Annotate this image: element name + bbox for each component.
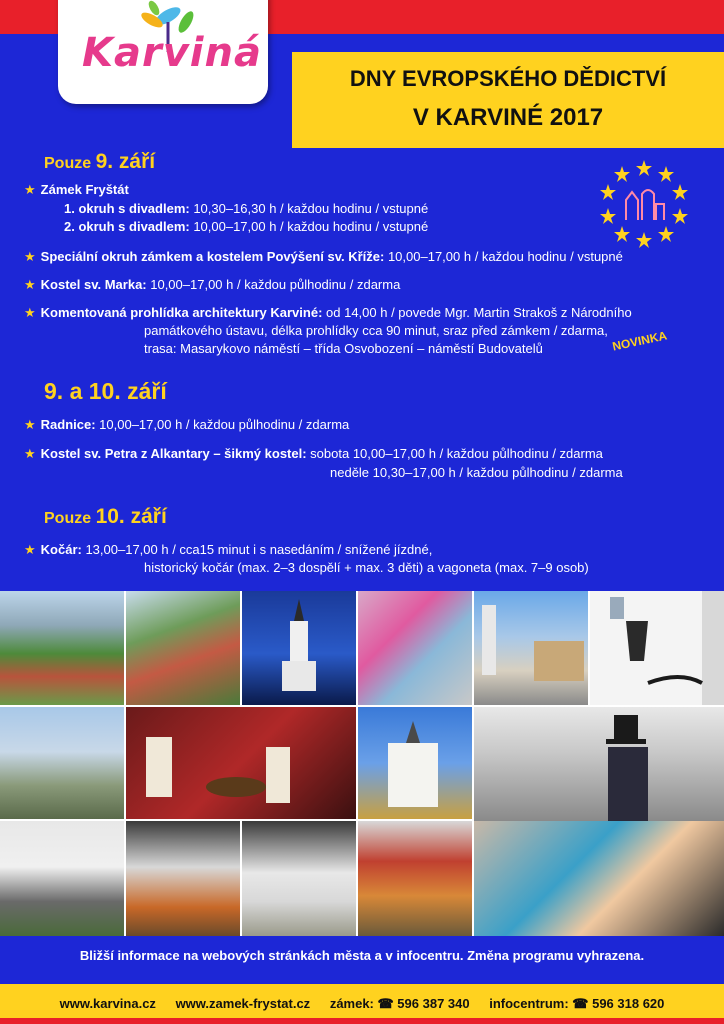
karvina-logo[interactable] <box>58 0 268 104</box>
tower-icon <box>474 591 588 705</box>
komentovana-line-2: památkového ústavu, délka prohlídky cca 90 minut, sraz před zámkem / zdarma, <box>144 323 608 338</box>
photo-city-panorama <box>0 707 124 819</box>
photo-collage <box>0 591 724 936</box>
list-item-kocar: ★ Kočár: 13,00–17,00 h / cca15 minut i s nasedáním / snížené jízdné, <box>24 542 433 557</box>
photo-aerial-street-2 <box>126 591 240 705</box>
photo-town-square <box>474 591 588 705</box>
info-text: Bližší informace na webových stránkách města a v infocentru. Změna programu vyhrazena. <box>79 948 645 963</box>
list-item-radnice: ★ Radnice: 10,00–17,00 h / každou půlhodinu / zdarma <box>24 417 350 432</box>
eu-heritage-stars-icon <box>598 158 690 250</box>
church-tower-icon <box>242 591 356 705</box>
actors-icon <box>126 707 356 819</box>
star-icon: ★ <box>24 182 36 197</box>
lantern-icon <box>590 591 724 705</box>
photo-church-aerial <box>0 821 124 936</box>
komentovana-line-3: trasa: Masarykovo náměstí – třída Osvobození – náměstí Budovatelů <box>144 341 543 356</box>
photo-lantern <box>590 591 724 705</box>
section-heading-9-zari: Pouze 9. září <box>44 150 156 173</box>
petr-line-2: neděle 10,30–17,00 h / každou půlhodinu / zdarma <box>330 465 623 480</box>
bottom-red-bar <box>0 1018 724 1024</box>
logo-text: Karviná <box>82 30 262 76</box>
list-item-komentovana: ★ Komentovaná prohlídka architektury Karviné: od 14,00 h / povede Mgr. Martin Strakoš z Národního <box>24 305 632 320</box>
list-item-special: ★ Speciální okruh zámkem a kostelem Povýšení sv. Kříže: 10,00–17,00 h / každou hodinu / vstupné <box>24 249 623 264</box>
list-item-okruh2: 2. okruh s divadlem: 10,00–17,00 h / každou hodinu / vstupné <box>64 219 429 234</box>
photo-carriage-driver <box>474 707 724 821</box>
section-heading-9-10-zari: 9. a 10. září <box>44 378 167 404</box>
section-heading-10-zari: Pouze 10. září <box>44 505 167 528</box>
top-hat-icon <box>474 707 724 821</box>
star-icon: ★ <box>24 277 36 292</box>
photo-church-tower-night <box>242 591 356 705</box>
kocar-line-2: historický kočár (max. 2–3 dospělí + max. 3 děti) a vagoneta (max. 7–9 osob) <box>144 560 589 575</box>
list-item-zamek: ★ Zámek Fryštát <box>24 182 129 197</box>
phone-zamek: zámek: ☎ 596 387 340 <box>329 996 470 1011</box>
photo-castle-aerial-2 <box>242 821 356 936</box>
list-item-petr: ★ Kostel sv. Petra z Alkantary – šikmý kostel: sobota 10,00–17,00 h / každou půlhodinu / zdarma <box>24 446 603 461</box>
photo-theatre-actors <box>126 707 356 819</box>
novinka-badge: NOVINKA <box>611 328 669 354</box>
star-icon: ★ <box>24 417 36 432</box>
photo-happy-visitors <box>474 821 724 936</box>
church-icon <box>358 707 472 819</box>
link-karvina[interactable]: www.karvina.cz <box>59 996 156 1011</box>
footer-contacts <box>0 996 724 1012</box>
photo-castle-autumn <box>358 821 472 936</box>
star-icon: ★ <box>24 249 36 264</box>
title-line-1: DNY EVROPSKÉHO DĚDICTVÍ <box>349 66 667 91</box>
star-icon: ★ <box>24 446 36 461</box>
star-icon: ★ <box>24 305 36 320</box>
photo-castle-aerial-1 <box>126 821 240 936</box>
photo-church-white <box>358 707 472 819</box>
phone-infocentrum: infocentrum: ☎ 596 318 620 <box>489 996 665 1011</box>
photo-aerial-street-1 <box>0 591 124 705</box>
link-zamek-frystat[interactable]: www.zamek-frystat.cz <box>175 996 311 1011</box>
title-box <box>292 52 724 148</box>
title-line-2: V KARVINÉ 2017 <box>412 104 604 131</box>
list-item-okruh1: 1. okruh s divadlem: 10,30–16,30 h / každou hodinu / vstupné <box>64 201 429 216</box>
star-icon: ★ <box>24 542 36 557</box>
photo-flowers-square <box>358 591 472 705</box>
list-item-marka: ★ Kostel sv. Marka: 10,00–17,00 h / každou půlhodinu / zdarma <box>24 277 401 292</box>
